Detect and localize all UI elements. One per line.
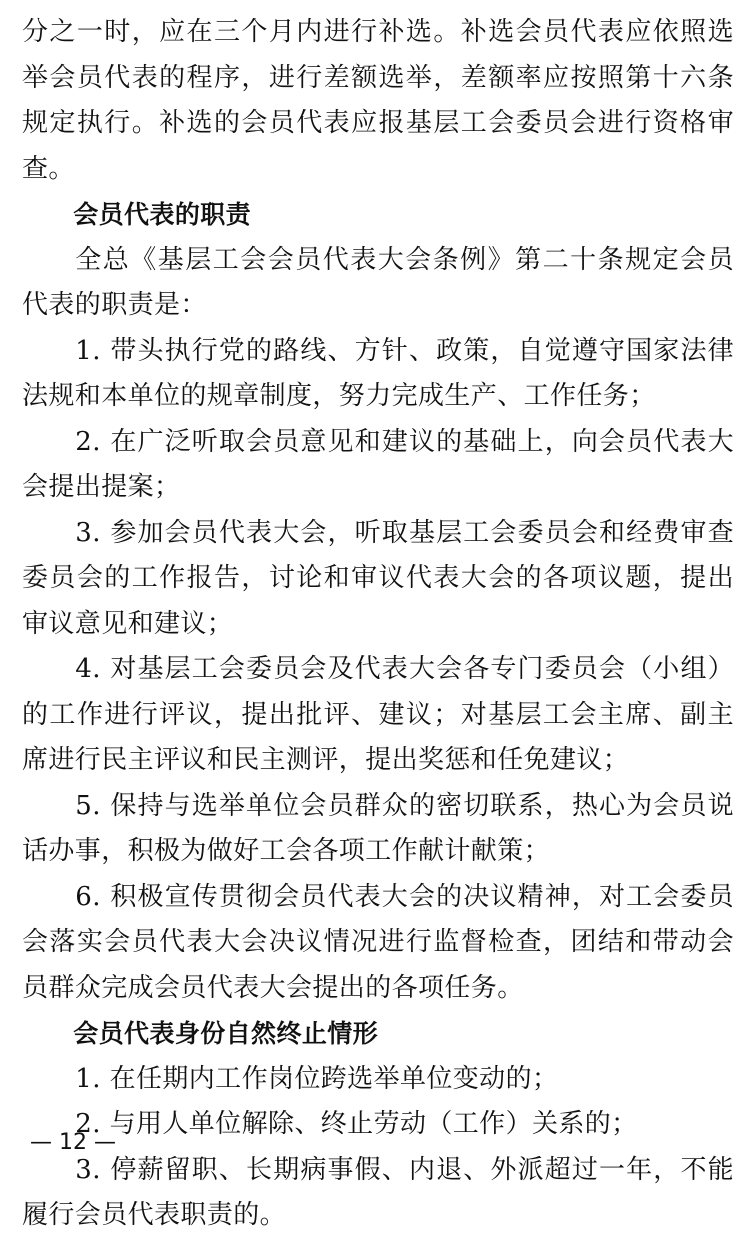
paragraph-termination-1: 1. 在任期内工作岗位跨选举单位变动的；: [75, 1063, 559, 1094]
paragraph-termination-2: 2. 与用人单位解除、终止劳动（工作）关系的；: [75, 1109, 638, 1139]
paragraph-supplementary-election: 分之一时，应在三个月内进行补选。补选会员代表应依照选举会员代表的程序，进行差额选举，差额率应按照第十六条规定执行。补选的会员代表应报基层工会委员会进行资格审查。: [22, 17, 734, 184]
paragraph-duty-2: 2. 在广泛听取会员意见和建议的基础上，向会员代表大会提出提案；: [22, 426, 734, 502]
paragraph-duty-1: 1. 带头执行党的路线、方针、政策，自觉遵守国家法律法规和本单位的规章制度，努力完成生产、工作任务；: [22, 335, 734, 411]
paragraph-duties-intro: 全总《基层工会会员代表大会条例》第二十条规定会员代表的职责是：: [22, 244, 734, 320]
paragraph-duty-3: 3. 参加会员代表大会，听取基层工会委员会和经费审查委员会的工作报告，讨论和审议代表大会的各项议题，提出审议意见和建议；: [22, 517, 734, 639]
document-page: [22, 10, 734, 1239]
paragraph-duty-5: 5. 保持与选举单位会员群众的密切联系，热心为会员说话办事，积极为做好工会各项工作献计献策；: [22, 790, 734, 866]
heading-representative-duties: 会员代表的职责: [73, 200, 252, 229]
paragraph-termination-3: 3. 停薪留职、长期病事假、内退、外派超过一年，不能履行会员代表职责的。: [22, 1154, 734, 1230]
page-number: — 12 —: [30, 1130, 116, 1155]
paragraph-duty-6: 6. 积极宣传贯彻会员代表大会的决议精神，对工会委员会落实会员代表大会决议情况进行监督检查，团结和带动会员群众完成会员代表大会提出的各项任务。: [22, 881, 734, 1003]
heading-termination-cases: 会员代表身份自然终止情形: [73, 1019, 379, 1048]
paragraph-duty-4: 4. 对基层工会委员会及代表大会各专门委员会（小组）的工作进行评议，提出批评、建议；对基层工会主席、副主席进行民主评议和民主测评，提出奖惩和任免建议；: [22, 654, 734, 775]
